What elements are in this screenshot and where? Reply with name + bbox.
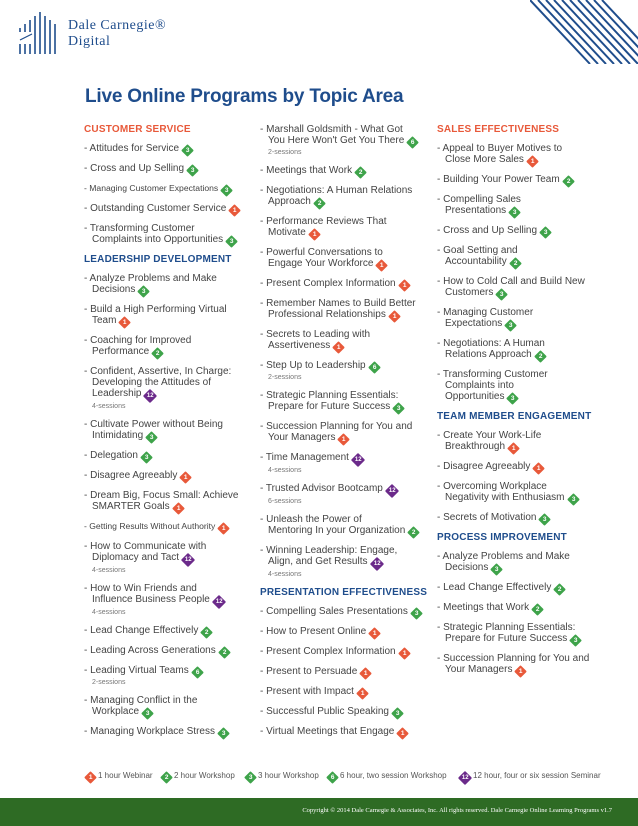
- program-item: [437, 622, 612, 645]
- program-item: [260, 216, 430, 239]
- duration-badge-icon: 1: [398, 647, 411, 660]
- duration-badge-icon: 1: [533, 462, 546, 475]
- session-count: 4-sessions: [268, 467, 302, 474]
- program-title-line: Prepare for Future Success 3: [260, 401, 430, 413]
- program-item: [260, 360, 430, 382]
- duration-badge-icon: 3: [539, 226, 552, 239]
- duration-badge-icon: 3: [137, 285, 150, 298]
- program-item: [437, 276, 612, 299]
- duration-badge-icon: 3: [504, 319, 517, 332]
- program-title-line: - Analyze Problems and Make: [437, 551, 570, 562]
- program-title-line: - Secrets of Motivation 3: [437, 512, 612, 524]
- duration-badge-icon: 3: [244, 771, 257, 784]
- program-title-line: - Appeal to Buyer Motives to: [437, 143, 563, 154]
- duration-badge-icon: 2: [218, 646, 231, 659]
- program-title-line: Assertiveness 1: [260, 340, 430, 352]
- program-item: [260, 390, 430, 413]
- duration-badge-icon: 3: [181, 144, 194, 157]
- program-title-line: - Disagree Agreeably 1: [437, 461, 612, 473]
- duration-badge-icon: 6: [191, 666, 204, 679]
- dale-carnegie-logo-icon: [16, 10, 64, 56]
- program-item: [260, 298, 430, 321]
- legend-item: [328, 771, 447, 782]
- program-title-line: Intimidating 3: [84, 430, 254, 442]
- program-item: [437, 653, 612, 676]
- program-title-line: - Delegation 3: [84, 450, 254, 462]
- program-title-line: - Overcoming Workplace: [437, 481, 547, 492]
- program-item: [437, 551, 612, 574]
- program-title-line: - Transforming Customer: [84, 223, 195, 234]
- legend-label: 6 hour, two session Workshop: [340, 771, 447, 780]
- program-title-line: - Present Complex Information 1: [260, 646, 430, 658]
- program-item: [437, 602, 612, 614]
- program-title-line: You Here Won't Get You There 6: [260, 135, 430, 147]
- program-item: [84, 163, 254, 175]
- program-title-line: Expectations 3: [437, 318, 612, 330]
- column-1: [84, 124, 254, 746]
- program-title-line: Your Managers 1: [437, 664, 612, 676]
- session-count: 4-sessions: [92, 609, 126, 616]
- legend-label: 2 hour Workshop: [174, 771, 235, 780]
- duration-badge-icon: 3: [539, 513, 552, 526]
- duration-badge-icon: 1: [388, 310, 401, 323]
- program-title-line: - Negotiations: A Human: [437, 338, 545, 349]
- copyright-text: Copyright © 2014 Dale Carnegie & Associates, Inc. All rights reserved. Dale Carnegie Online Learning Programs v1.7: [302, 807, 612, 814]
- program-item: [437, 143, 612, 166]
- duration-badge-icon: 1: [308, 228, 321, 241]
- duration-badge-icon: 3: [567, 493, 580, 506]
- program-title-line: - Trusted Advisor Bootcamp 12: [260, 483, 430, 496]
- program-title-line: - Cultivate Power without Being: [84, 419, 223, 430]
- program-item: [84, 450, 254, 462]
- program-title-line: - Strategic Planning Essentials:: [260, 390, 399, 401]
- duration-badge-icon: 3: [141, 707, 154, 720]
- duration-badge-icon: 2: [509, 257, 522, 270]
- program-title-line: Accountability 2: [437, 256, 612, 268]
- program-item: [84, 541, 254, 575]
- program-title-line: - How to Cold Call and Build New: [437, 276, 585, 287]
- duration-badge-icon: 1: [180, 471, 193, 484]
- program-item: [260, 483, 430, 506]
- program-title-line: Approach 2: [260, 196, 430, 208]
- program-title-line: Customers 3: [437, 287, 612, 299]
- duration-badge-icon: 1: [515, 665, 528, 678]
- program-item: [84, 695, 254, 718]
- duration-badge-icon: 3: [225, 235, 238, 248]
- duration-badge-icon: 12: [385, 484, 399, 498]
- program-title-line: - Meetings that Work 2: [437, 602, 612, 614]
- program-item: [437, 481, 612, 504]
- program-item: [84, 490, 254, 513]
- duration-badge-icon: 3: [410, 607, 423, 620]
- program-item: [437, 245, 612, 268]
- program-item: [84, 665, 254, 687]
- legend-label: 3 hour Workshop: [258, 771, 319, 780]
- program-title-line: Prepare for Future Success 3: [437, 633, 612, 645]
- duration-badge-icon: 2: [531, 603, 544, 616]
- program-title-line: - Lead Change Effectively 2: [437, 582, 612, 594]
- duration-badge-icon: 3: [145, 431, 158, 444]
- program-title-line: - Analyze Problems and Make: [84, 273, 217, 284]
- program-item: [437, 430, 612, 453]
- program-title-line: - Leading Across Generations 2: [84, 645, 254, 657]
- brand-name: [68, 18, 166, 50]
- program-title-line: - Disagree Agreeably 1: [84, 470, 254, 482]
- duration-badge-icon: 1: [172, 502, 185, 515]
- program-title-line: - Outstanding Customer Service 1: [84, 203, 254, 215]
- program-item: [437, 369, 612, 403]
- program-title-line: Mentoring In your Organization 2: [260, 525, 430, 537]
- program-title-line: - Create Your Work-Life: [437, 430, 542, 441]
- page-title: Live Online Programs by Topic Area: [85, 86, 404, 107]
- program-title-line: Engage Your Workforce 1: [260, 258, 430, 270]
- program-title-line: - Building Your Power Team 2: [437, 174, 612, 186]
- program-title-line: Team 1: [84, 315, 254, 327]
- program-title-line: Your Managers 1: [260, 432, 430, 444]
- duration-badge-icon: 3: [569, 634, 582, 647]
- duration-badge-icon: 3: [140, 451, 153, 464]
- duration-badge-icon: 1: [396, 727, 409, 740]
- program-item: [437, 461, 612, 473]
- program-title-line: - Present Complex Information 1: [260, 278, 430, 290]
- duration-badge-icon: 1: [359, 667, 372, 680]
- duration-badge-icon: 3: [392, 402, 405, 415]
- program-title-line: - Meetings that Work 2: [260, 165, 430, 177]
- program-title-line: Leadership 12: [84, 388, 254, 401]
- program-item: [84, 273, 254, 296]
- program-item: [260, 626, 430, 638]
- legend-label: 1 hour Webinar: [98, 771, 153, 780]
- program-item: [260, 329, 430, 352]
- duration-badge-icon: 1: [217, 522, 230, 535]
- program-item: [260, 666, 430, 678]
- brand-line-1: Dale Carnegie®: [68, 18, 167, 33]
- program-item: [84, 470, 254, 482]
- duration-badge-icon: 2: [200, 626, 213, 639]
- program-item: [260, 124, 430, 157]
- duration-badge-icon: 6: [406, 136, 419, 149]
- duration-badge-icon: 1: [526, 155, 539, 168]
- column-2: [260, 124, 430, 746]
- program-title-line: Relations Approach 2: [437, 349, 612, 361]
- program-title-line: - Managing Workplace Stress 3: [84, 726, 254, 738]
- program-title-line: Opportunities 3: [437, 391, 612, 403]
- program-title-line: - Build a High Performing Virtual: [84, 304, 227, 315]
- program-item: [84, 645, 254, 657]
- program-item: [260, 606, 430, 618]
- program-title-line: Decisions 3: [437, 562, 612, 574]
- session-count: 2-sessions: [92, 679, 126, 686]
- program-item: [84, 419, 254, 442]
- duration-badge-icon: 12: [351, 453, 365, 467]
- program-title-line: - Succession Planning for You and: [437, 653, 590, 664]
- program-title-line: Complaints into: [445, 380, 514, 391]
- program-title-line: - Successful Public Speaking 3: [260, 706, 430, 718]
- program-title-line: - Managing Conflict in the: [84, 695, 198, 706]
- program-title-line: - How to Present Online 1: [260, 626, 430, 638]
- program-title-line: - How to Win Friends and: [84, 583, 197, 594]
- program-title-line: - Attitudes for Service 3: [84, 143, 254, 155]
- legend-label: 12 hour, four or six session Seminar: [473, 771, 601, 780]
- program-item: [437, 338, 612, 361]
- program-title-line: - Winning Leadership: Engage,: [260, 545, 398, 556]
- program-item: [84, 223, 254, 246]
- program-title-line: - Unleash the Power of: [260, 514, 362, 525]
- program-item: [437, 194, 612, 217]
- duration-badge-icon: 2: [534, 350, 547, 363]
- column-3: [437, 124, 612, 684]
- section-heading: LEADERSHIP DEVELOPMENT: [84, 254, 232, 265]
- program-title-line: Negativity with Enthusiasm 3: [437, 492, 612, 504]
- program-title-line: - Step Up to Leadership 6: [260, 360, 430, 372]
- duration-badge-icon: 2: [160, 771, 173, 784]
- duration-badge-icon: 3: [217, 727, 230, 740]
- duration-badge-icon: 2: [151, 347, 164, 360]
- duration-badge-icon: 12: [143, 389, 157, 403]
- duration-badge-icon: 6: [326, 771, 339, 784]
- section-heading: TEAM MEMBER ENGAGEMENT: [437, 411, 592, 422]
- program-item: [84, 521, 254, 533]
- duration-badge-icon: 1: [368, 627, 381, 640]
- duration-badge-icon: 3: [490, 563, 503, 576]
- duration-badge-icon: 3: [220, 184, 233, 197]
- duration-badge-icon: 1: [119, 316, 132, 329]
- program-title-line: - Compelling Sales Presentations 3: [260, 606, 430, 618]
- duration-badge-icon: 12: [212, 595, 226, 609]
- program-title-line: Breakthrough 1: [437, 441, 612, 453]
- program-title-line: - Lead Change Effectively 2: [84, 625, 254, 637]
- legend-item: [460, 771, 601, 783]
- program-title-line: - Performance Reviews That: [260, 216, 387, 227]
- duration-badge-icon: 1: [332, 341, 345, 354]
- legend-item: [86, 771, 153, 782]
- program-item: [260, 247, 430, 270]
- legend-item: [162, 771, 235, 782]
- program-title-line: Performance 2: [84, 346, 254, 358]
- duration-badge-icon: 1: [356, 687, 369, 700]
- program-title-line: - Getting Results Without Authority 1: [84, 521, 254, 533]
- program-title-line: Diplomacy and Tact 12: [84, 552, 254, 565]
- session-count: 4-sessions: [92, 567, 126, 574]
- duration-badge-icon: 12: [369, 557, 383, 571]
- duration-badge-icon: 3: [508, 206, 521, 219]
- program-title-line: - Confident, Assertive, In Charge:: [84, 366, 232, 377]
- program-item: [84, 203, 254, 215]
- footer: [0, 798, 638, 826]
- session-count: 6-sessions: [268, 498, 302, 505]
- program-title-line: - Coaching for Improved: [84, 335, 192, 346]
- duration-badge-icon: 3: [507, 392, 520, 405]
- program-item: [437, 225, 612, 237]
- section-heading: CUSTOMER SERVICE: [84, 124, 191, 135]
- program-title-line: - Secrets to Leading with: [260, 329, 371, 340]
- program-item: [84, 583, 254, 617]
- program-item: [84, 726, 254, 738]
- program-title-line: - Leading Virtual Teams 6: [84, 665, 254, 677]
- program-title-line: Complaints into Opportunities 3: [84, 234, 254, 246]
- program-item: [260, 278, 430, 290]
- duration-badge-icon: 2: [553, 583, 566, 596]
- legend: [86, 771, 616, 785]
- program-title-line: - Compelling Sales: [437, 194, 521, 205]
- program-item: [260, 514, 430, 537]
- program-title-line: - Present with Impact 1: [260, 686, 430, 698]
- program-title-line: Motivate 1: [260, 227, 430, 239]
- duration-badge-icon: 2: [407, 526, 420, 539]
- program-title-line: - Negotiations: A Human Relations: [260, 185, 413, 196]
- program-title-line: Align, and Get Results 12: [260, 556, 430, 569]
- program-item: [260, 545, 430, 579]
- duration-badge-icon: 2: [313, 197, 326, 210]
- program-title-line: Influence Business People 12: [84, 594, 254, 607]
- program-item: [437, 582, 612, 594]
- duration-badge-icon: 1: [228, 204, 241, 217]
- program-title-line: - Transforming Customer: [437, 369, 548, 380]
- program-item: [437, 174, 612, 186]
- section-heading: PROCESS IMPROVEMENT: [437, 532, 567, 543]
- header: [0, 0, 638, 72]
- program-item: [260, 726, 430, 738]
- program-title-line: - Cross and Up Selling 3: [84, 163, 254, 175]
- program-title-line: - Powerful Conversations to: [260, 247, 383, 258]
- duration-badge-icon: 1: [376, 259, 389, 272]
- brand-line-2: Digital: [68, 34, 111, 49]
- section-heading: SALES EFFECTIVENESS: [437, 124, 560, 135]
- program-item: [437, 512, 612, 524]
- program-item: [260, 646, 430, 658]
- program-item: [260, 185, 430, 208]
- program-title-line: - How to Communicate with: [84, 541, 207, 552]
- duration-badge-icon: 12: [181, 553, 195, 567]
- duration-badge-icon: 1: [507, 442, 520, 455]
- session-count: 4-sessions: [92, 403, 126, 410]
- legend-item: [246, 771, 319, 782]
- program-title-line: SMARTER Goals 1: [84, 501, 254, 513]
- section-heading: PRESENTATION EFFECTIVENESS: [260, 587, 428, 598]
- program-title-line: - Managing Customer Expectations 3: [84, 183, 254, 195]
- program-title-line: - Succession Planning for You and: [260, 421, 413, 432]
- program-title-line: - Time Management 12: [260, 452, 430, 465]
- program-title-line: Workplace 3: [84, 706, 254, 718]
- duration-badge-icon: 2: [354, 166, 367, 179]
- program-title-line: - Goal Setting and: [437, 245, 518, 256]
- program-item: [84, 335, 254, 358]
- program-item: [260, 686, 430, 698]
- program-item: [84, 183, 254, 195]
- program-title-line: - Virtual Meetings that Engage 1: [260, 726, 430, 738]
- program-title-line: Decisions 3: [84, 284, 254, 296]
- program-title-line: Presentations 3: [437, 205, 612, 217]
- program-title-line: - Cross and Up Selling 3: [437, 225, 612, 237]
- duration-badge-icon: 3: [495, 288, 508, 301]
- program-item: [437, 307, 612, 330]
- duration-badge-icon: 6: [368, 361, 381, 374]
- program-item: [260, 421, 430, 444]
- program-item: [84, 366, 254, 411]
- program-title-line: Close More Sales 1: [437, 154, 612, 166]
- duration-badge-icon: 3: [186, 164, 199, 177]
- duration-badge-icon: 1: [398, 279, 411, 292]
- program-item: [84, 304, 254, 327]
- program-title-line: - Present to Persuade 1: [260, 666, 430, 678]
- program-title-line: Developing the Attitudes of: [92, 377, 211, 388]
- program-item: [260, 706, 430, 718]
- session-count: 2-sessions: [268, 149, 302, 156]
- program-title-line: - Dream Big, Focus Small: Achieve: [84, 490, 239, 501]
- program-item: [260, 452, 430, 475]
- program-title-line: - Strategic Planning Essentials:: [437, 622, 576, 633]
- program-item: [84, 143, 254, 155]
- program-item: [260, 165, 430, 177]
- program-item: [84, 625, 254, 637]
- program-title-line: - Marshall Goldsmith - What Got: [260, 124, 403, 135]
- duration-badge-icon: 12: [458, 771, 472, 785]
- corner-decoration-icon: [530, 0, 638, 64]
- duration-badge-icon: 1: [338, 433, 351, 446]
- program-title-line: - Remember Names to Build Better: [260, 298, 416, 309]
- duration-badge-icon: 3: [391, 707, 404, 720]
- duration-badge-icon: 1: [84, 771, 97, 784]
- program-title-line: - Managing Customer: [437, 307, 534, 318]
- program-title-line: Professional Relationships 1: [260, 309, 430, 321]
- session-count: 4-sessions: [268, 571, 302, 578]
- session-count: 2-sessions: [268, 374, 302, 381]
- duration-badge-icon: 2: [562, 175, 575, 188]
